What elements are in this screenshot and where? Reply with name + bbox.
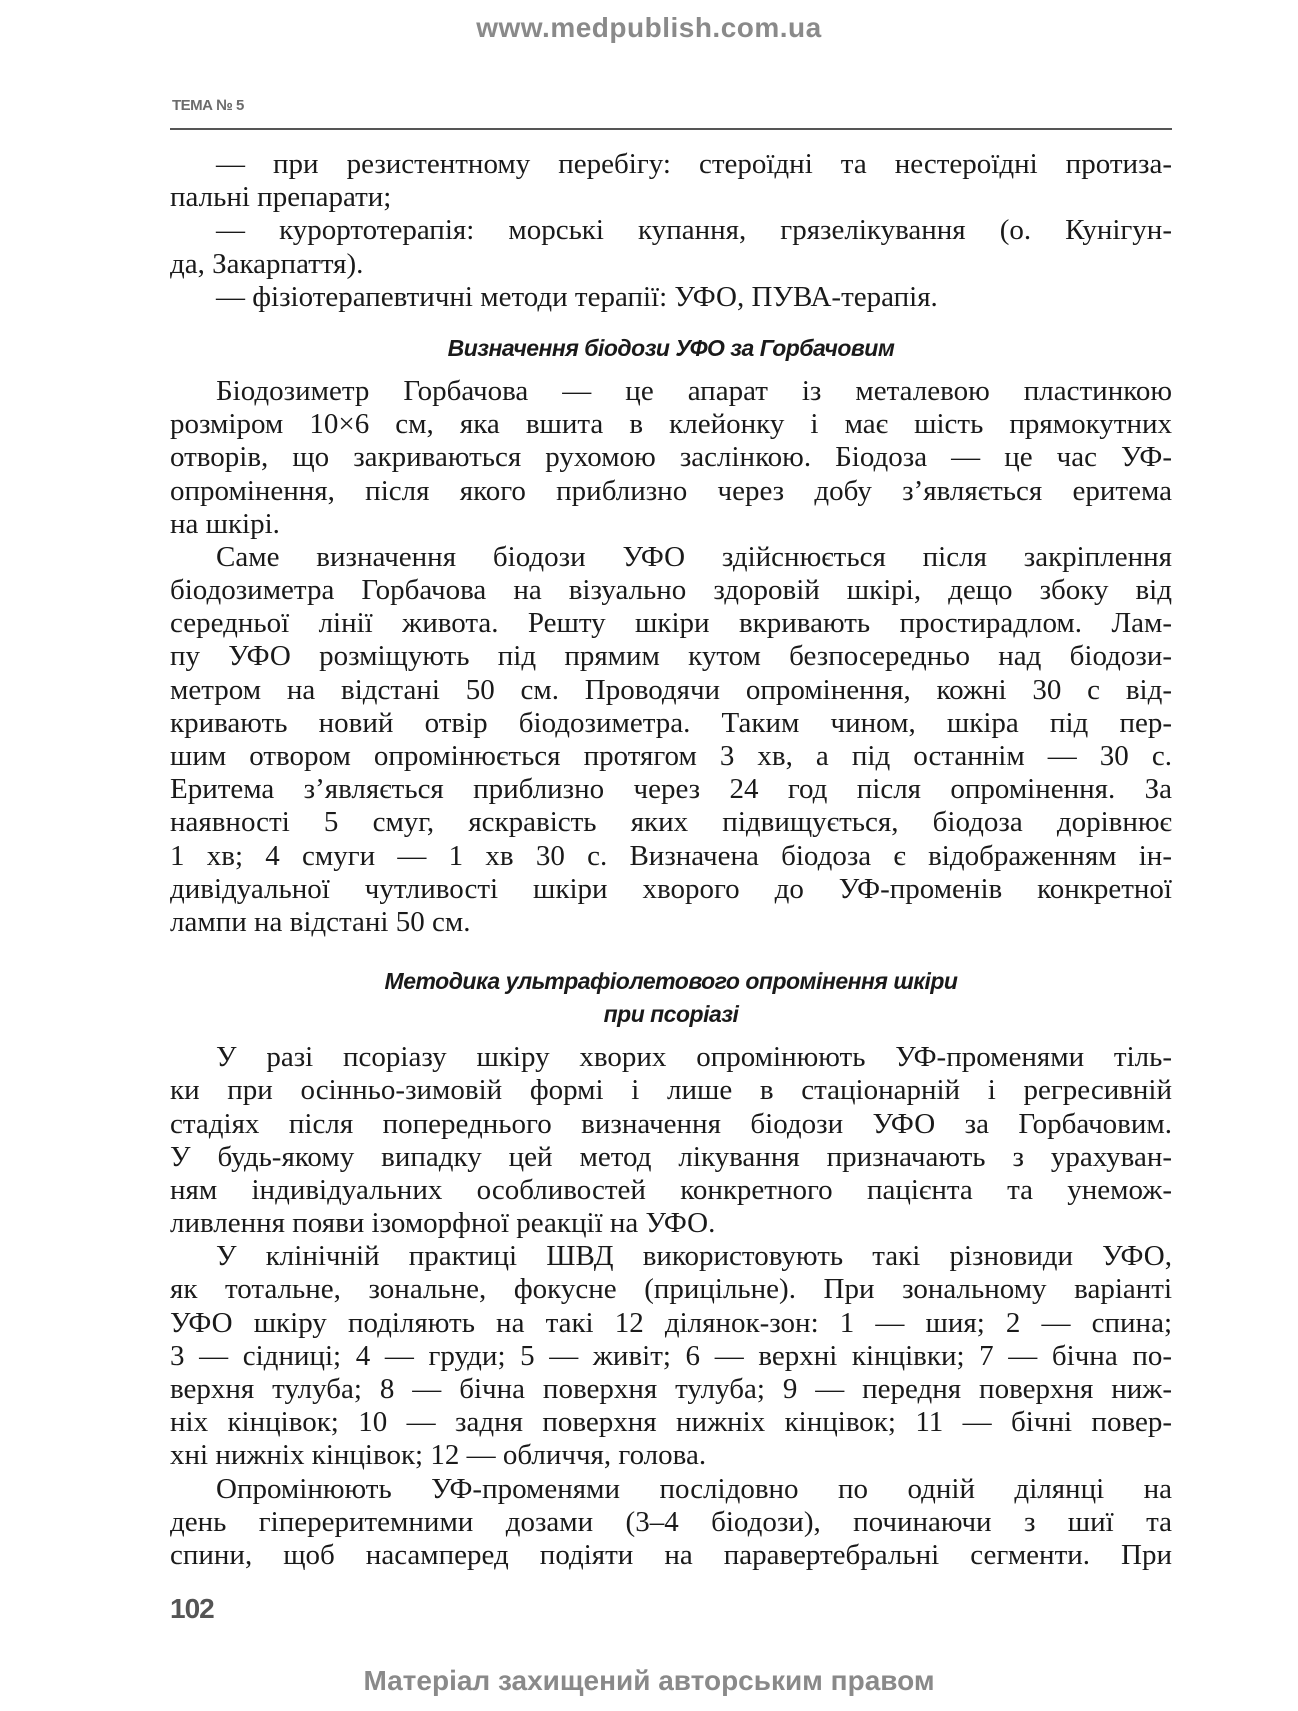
- text-line: лампи на відстані 50 см.: [170, 905, 471, 938]
- text-line: Біодозиметр Горбачова — це апарат із металевою пластинкою: [216, 374, 1172, 407]
- text-line: наявності 5 смуг, яскравість яких підвищується, біодоза дорівнює: [170, 806, 1172, 839]
- text-line: ням індивідуальних особливостей конкретного пацієнта та унемож-: [170, 1173, 1172, 1206]
- paragraph: [170, 214, 1172, 280]
- text-line: метром на відстані 50 см. Проводячи опромінення, кожні 30 с від-: [170, 673, 1172, 706]
- text-line: як тотальне, зональне, фокусне (прицільне). При зональному варіанті: [170, 1273, 1172, 1306]
- text-line: хні нижніх кінцівок; 12 — обличчя, голова.: [170, 1439, 707, 1472]
- text-line: — курортотерапія: морські купання, грязелікування (о. Кунігун-: [216, 214, 1172, 247]
- text-line: УФО шкіру поділяють на такі 12 ділянок-зон: 1 — шия; 2 — спина;: [170, 1306, 1172, 1339]
- paragraph: [170, 1041, 1172, 1240]
- text-line: стадіях після попереднього визначення біодози УФО за Горбачовим.: [170, 1107, 1172, 1140]
- text-line: біодозиметра Горбачова на візуально здоровій шкірі, дещо збоку від: [170, 574, 1172, 607]
- section-heading: [170, 332, 1172, 365]
- paragraph: [170, 375, 1172, 541]
- text-line: У будь-якому випадку цей метод лікування призначають з урахуван-: [170, 1140, 1172, 1173]
- copyright-watermark: Матеріал захищений авторським правом: [363, 1665, 935, 1696]
- paragraph: [170, 1473, 1172, 1573]
- section-heading: [170, 965, 1172, 1031]
- text-line: — при резистентному перебігу: стероїдні та нестероїдні протиза-: [216, 148, 1172, 180]
- text-line: на шкірі.: [170, 507, 280, 540]
- paragraph: [170, 148, 1172, 214]
- page-body: [170, 148, 1172, 1572]
- text-line: верхня тулуба; 8 — бічна поверхня тулуба; 9 — передня поверхня ниж-: [170, 1373, 1172, 1405]
- text-line: — фізіотерапевтичні методи терапії: УФО, ПУВА-терапія.: [216, 280, 938, 313]
- text-line: дивідуальної чутливості шкіри хворого до УФ-променів конкретної: [170, 872, 1172, 905]
- site-watermark: www.medpublish.com.ua: [476, 12, 822, 43]
- text-line: середньої лінії живота. Решту шкіри вкривають простирадлом. Лам-: [170, 607, 1172, 640]
- text-line: опромінення, після якого приблизно через добу з’являється еритема: [170, 474, 1172, 507]
- text-line: Еритема з’являється приблизно через 24 год після опромінення. За: [170, 773, 1172, 806]
- text-line: розміром 10×6 см, яка вшита в клейонку і має шість прямокутних: [170, 408, 1172, 441]
- text-line: ки при осінньо-зимовій формі і лише в стаціонарній і регресивній: [170, 1074, 1172, 1107]
- page-number: 102: [170, 1593, 214, 1624]
- text-line: Саме визначення біодози УФО здійснюється після закріплення: [216, 540, 1172, 573]
- text-line: спини, щоб насамперед подіяти на паравертебральні сегменти. При: [170, 1538, 1172, 1571]
- header-divider: [170, 128, 1172, 130]
- text-line: отворів, що закриваються рухомою заслінкою. Біодоза — це час УФ-: [170, 441, 1172, 474]
- text-line: У разі псоріазу шкіру хворих опромінюють УФ-променями тіль-: [216, 1041, 1172, 1074]
- text-line: да, Закарпаття).: [170, 247, 364, 280]
- paragraph: [170, 281, 1172, 314]
- text-line: день гіпереритемними дозами (3–4 біодози), починаючи з шиї та: [170, 1505, 1172, 1538]
- text-line: пу УФО розміщують під прямим кутом безпосередньо над біодози-: [170, 640, 1172, 673]
- text-line: пальні препарати;: [170, 181, 392, 214]
- section-heading-line: при псоріазі: [603, 1001, 739, 1028]
- paragraph: [170, 541, 1172, 939]
- paragraph: [170, 1240, 1172, 1472]
- text-line: кривають новий отвір біодозиметра. Таким чином, шкіра під пер-: [170, 706, 1172, 739]
- text-line: 3 — сідниці; 4 — груди; 5 — живіт; 6 — верхні кінцівки; 7 — бічна по-: [170, 1339, 1172, 1372]
- running-head: ТЕМА № 5: [172, 97, 244, 114]
- section-heading-line: Методика ультрафіолетового опромінення шкіри: [384, 968, 958, 995]
- text-line: ливлення появи ізоморфної реакції на УФО.: [170, 1207, 716, 1240]
- section-heading-line: Визначення біодози УФО за Горбачовим: [447, 334, 895, 361]
- text-line: шим отвором опромінюється протягом 3 хв, а під останнім — 30 с.: [170, 740, 1172, 772]
- text-line: ніх кінцівок; 10 — задня поверхня нижніх кінцівок; 11 — бічні повер-: [170, 1406, 1172, 1439]
- text-line: У клінічній практиці ШВД використовують такі різновиди УФО,: [216, 1240, 1172, 1273]
- text-line: 1 хв; 4 смуги — 1 хв 30 с. Визначена біодоза є відображенням ін-: [170, 839, 1172, 872]
- text-line: Опромінюють УФ-променями послідовно по одній ділянці на: [216, 1472, 1172, 1505]
